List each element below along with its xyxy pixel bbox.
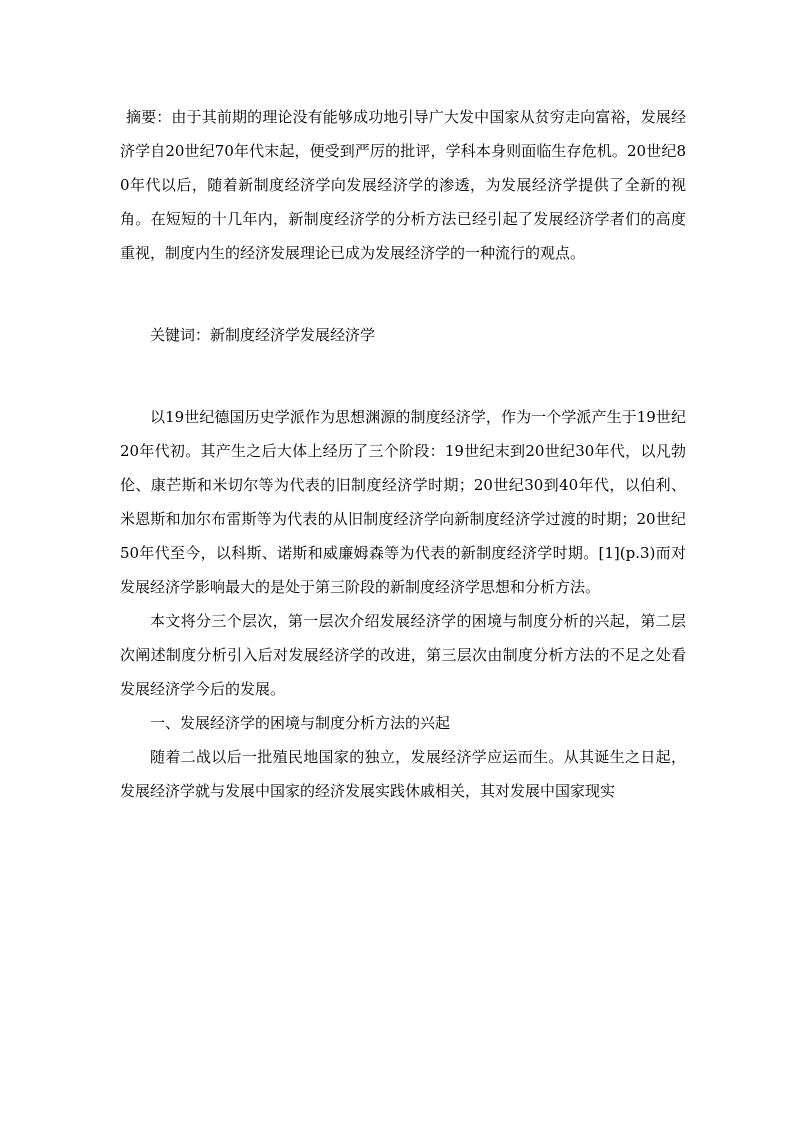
body-paragraph-structure: 本文将分三个层次，第一层次介绍发展经济学的困境与制度分析的兴起，第二层次阐述制度分析引入后对发展经济学的改进，第三层次由制度分析方法的不足之处看发展经济学今后的发展。 [120,612,686,698]
keywords-paragraph: 关键词：新制度经济学发展经济学 [150,326,376,344]
spacer [120,270,686,318]
spacer [120,352,686,400]
body-paragraph-history: 以19世纪德国历史学派作为思想渊源的制度经济学，作为一个学派产生于19世纪20年代初。其产生之后大体上经历了三个阶段：19世纪末到20世纪30年代，以凡勃伦、康芒斯和米切尔等为代表的旧制度经济学时期；20世纪30到40年代，以伯利、米恩斯和加尔布雷斯等为代表的从旧制度经济学向新制度经济学过渡的时期；20世纪50年代至今，以科斯、诺斯和威廉姆森等为代表的新制度经济学时期。[1](p.3)而对发展经济学影响最大的是处于第三阶段的新制度经济学思想和分析方法。 [120,408,686,596]
body-paragraph-origin: 随着二战以后一批殖民地国家的独立，发展经济学应运而生。从其诞生之日起，发展经济学就与发展中国家的经济发展实践休戚相关，其对发展中国家现实 [120,748,686,800]
section-heading: 一、发展经济学的困境与制度分析方法的兴起 [150,714,451,732]
abstract-paragraph: 摘要：由于其前期的理论没有能够成功地引导广大发中国家从贫穷走向富裕，发展经济学自20世纪70年代末起，便受到严厉的批评，学科本身则面临生存危机。20世纪80年代以后，随着新制度经济学向发展经济学的渗透，为发展经济学提供了全新的视角。在短短的十几年内，新制度经济学的分析方法已经引起了发展经济学者们的高度重视，制度内生的经济发展理论已成为发展经济学的一种流行的观点。 [120,108,686,262]
document-page [120,100,686,808]
